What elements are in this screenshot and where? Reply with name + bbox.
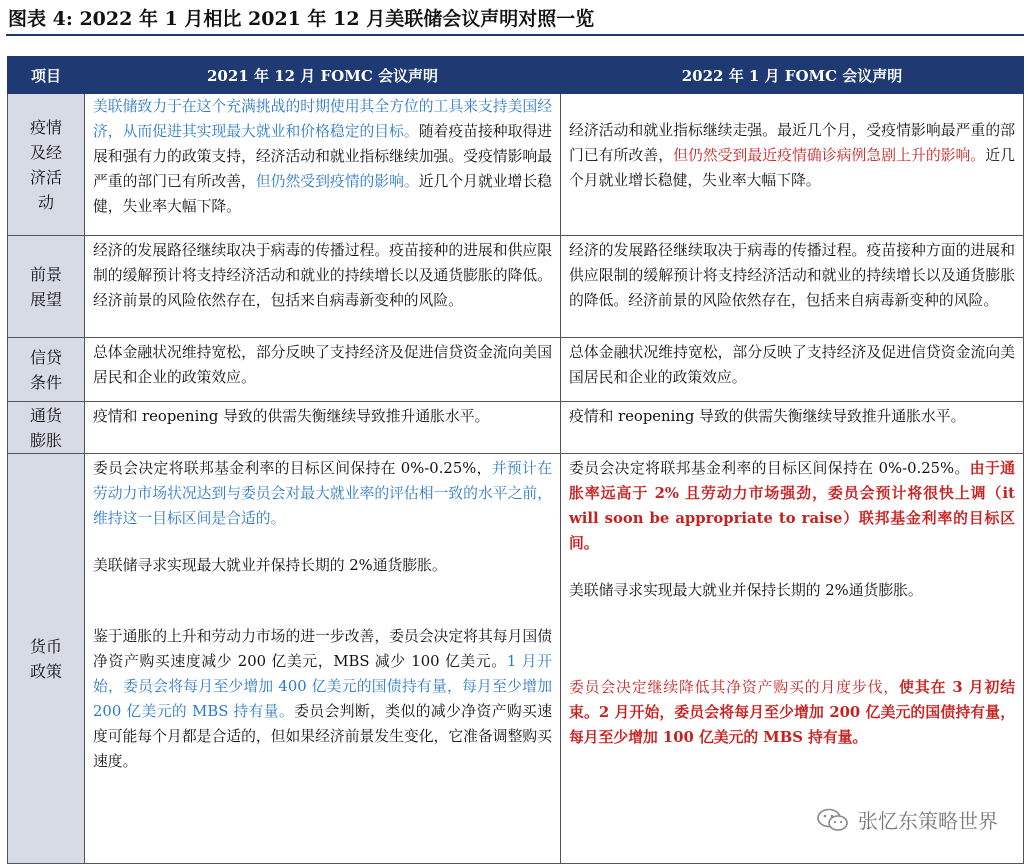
policy-paragraph-rate	[93, 456, 552, 531]
row-label	[8, 236, 85, 338]
dec-cell	[85, 454, 561, 864]
dec-cell	[85, 338, 561, 402]
text-segment: 由于通胀率远高于 2% 且劳动力市场强劲，委员会预计将很快上调（it will soon be appropriate to raise）联邦基金利率的目标区间。	[569, 460, 1015, 552]
row-label	[8, 338, 85, 402]
text-segment: 总体金融状况维持宽松，部分反映了支持经济及促进信贷资金流向美国居民和企业的政策效应。	[93, 344, 552, 386]
text-segment: 委员会决定将联邦基金利率的目标区间保持在 0%-0.25%，	[93, 460, 492, 477]
text-segment: 美联储寻求实现最大就业并保持长期的 2%通货膨胀。	[569, 582, 923, 599]
text-segment: 经济的发展路径继续取决于病毒的传播过程。疫苗接种方面的进展和供应限制的缓解预计将支持经济活动和就业的持续增长以及通货膨胀的降低。经济前景的风险依然存在，包括来自病毒新变种的风险。	[569, 242, 1015, 309]
text-segment: 但仍然受到疫情的影响。	[255, 173, 419, 190]
row-label	[8, 402, 85, 454]
row-label-text: 通货膨胀	[29, 405, 62, 450]
header-jan-2022: 2022 年 1 月 FOMC 会议声明	[561, 57, 1024, 94]
text-segment: 总体金融状况维持宽松，部分反映了支持经济及促进信贷资金流向美国居民和企业的政策效应。	[569, 344, 1015, 386]
header-item: 项目	[8, 57, 85, 94]
paragraph-gap	[569, 603, 1015, 675]
row-label	[8, 94, 85, 236]
dec-cell	[85, 94, 561, 236]
text-segment: 委员会决定继续降低其净资产购买的月度步伐，	[569, 679, 900, 696]
watermark-text: 张忆东策略世界	[858, 809, 998, 833]
text-segment: 疫情和 reopening 导致的供需失衡继续导致推升通胀水平。	[93, 408, 490, 425]
dec-cell	[85, 402, 561, 454]
header-row	[8, 57, 1024, 94]
dec-cell	[85, 236, 561, 338]
policy-paragraph-inflation	[93, 553, 552, 578]
table-row	[8, 402, 1024, 454]
watermark	[816, 805, 998, 834]
text-segment: 使其在 3 月初结束。2 月开始，委员会将每月至少增加 200 亿美元的国债持有量，每月至少增加 100 亿美元的 MBS 持有量。	[569, 679, 1015, 746]
title-rule	[6, 34, 1024, 36]
figure-title: 图表 4: 2022 年 1 月相比 2021 年 12 月美联储会议声明对照一览	[8, 8, 595, 30]
wechat-icon	[816, 808, 850, 832]
jan-cell	[561, 236, 1024, 338]
row-label-text: 疫情及经济活动	[29, 117, 62, 212]
policy-paragraph-purchases	[93, 624, 552, 774]
comparison-table	[7, 56, 1024, 864]
row-label-text: 信贷条件	[29, 347, 62, 392]
jan-cell	[561, 338, 1024, 402]
table-row	[8, 454, 1024, 864]
table-row	[8, 236, 1024, 338]
policy-paragraph-inflation	[569, 578, 1015, 603]
table-row	[8, 338, 1024, 402]
paragraph-gap	[569, 556, 1015, 578]
text-segment: 但仍然受到最近疫情确诊病例急剧上升的影响。	[673, 147, 986, 164]
text-segment: 委员会决定将联邦基金利率的目标区间保持在 0%-0.25%。	[569, 460, 970, 477]
text-segment: 美联储致力于在这个充满挑战的时期使用其全方位的工具来支持美国经济，从而促进其实现最大就业和价格稳定的目标。	[93, 98, 552, 140]
table-row	[8, 94, 1024, 236]
row-label	[8, 454, 85, 864]
text-segment: 随着疫苗接种取得进展和强有力的政策支持，经济活动和就业指标继续加强。受疫情影响最严重的部门已有所改善，	[93, 123, 552, 190]
text-segment: 近几个月就业增长稳健，失业率大幅下降。	[569, 147, 1015, 189]
text-segment: 经济活动和就业指标继续走强。最近几个月，受疫情影响最严重的部门已有所改善，	[569, 122, 1015, 164]
text-segment: 鉴于通胀的上升和劳动力市场的进一步改善，委员会决定将其每月国债净资产购买速度减少 200 亿美元，MBS 减少 100 亿美元。	[93, 628, 552, 670]
paragraph-gap	[93, 578, 552, 624]
jan-cell	[561, 402, 1024, 454]
policy-paragraph-purchases	[569, 675, 1015, 750]
text-segment: 委员会判断，类似的减少净资产购买速度可能每个月都是合适的，但如果经济前景发生变化，它准备调整购买速度。	[93, 703, 552, 770]
row-label-text: 货币政策	[29, 637, 62, 681]
text-segment: 经济的发展路径继续取决于病毒的传播过程。疫苗接种的进展和供应限制的缓解预计将支持经济活动和就业的持续增长以及通货膨胀的降低。经济前景的风险依然存在，包括来自病毒新变种的风险。	[93, 242, 552, 309]
text-segment: 美联储寻求实现最大就业并保持长期的 2%通货膨胀。	[93, 557, 447, 574]
row-label-text: 前景展望	[29, 264, 62, 309]
text-segment: 并预计在劳动力市场状况达到与委员会对最大就业率的评估相一致的水平之前，维持这一目标区间是合适的。	[93, 460, 552, 527]
text-segment: 疫情和 reopening 导致的供需失衡继续导致推升通胀水平。	[569, 408, 966, 425]
jan-cell	[561, 94, 1024, 236]
jan-cell	[561, 454, 1024, 864]
policy-paragraph-rate	[569, 456, 1015, 556]
paragraph-gap	[93, 531, 552, 553]
text-segment: 1 月开始，委员会将每月至少增加 400 亿美元的国债持有量，每月至少增加 200 亿美元的 MBS 持有量。	[93, 653, 553, 720]
text-segment: 近几个月就业增长稳健，失业率大幅下降。	[93, 173, 552, 215]
header-dec-2021: 2021 年 12 月 FOMC 会议声明	[85, 57, 561, 94]
